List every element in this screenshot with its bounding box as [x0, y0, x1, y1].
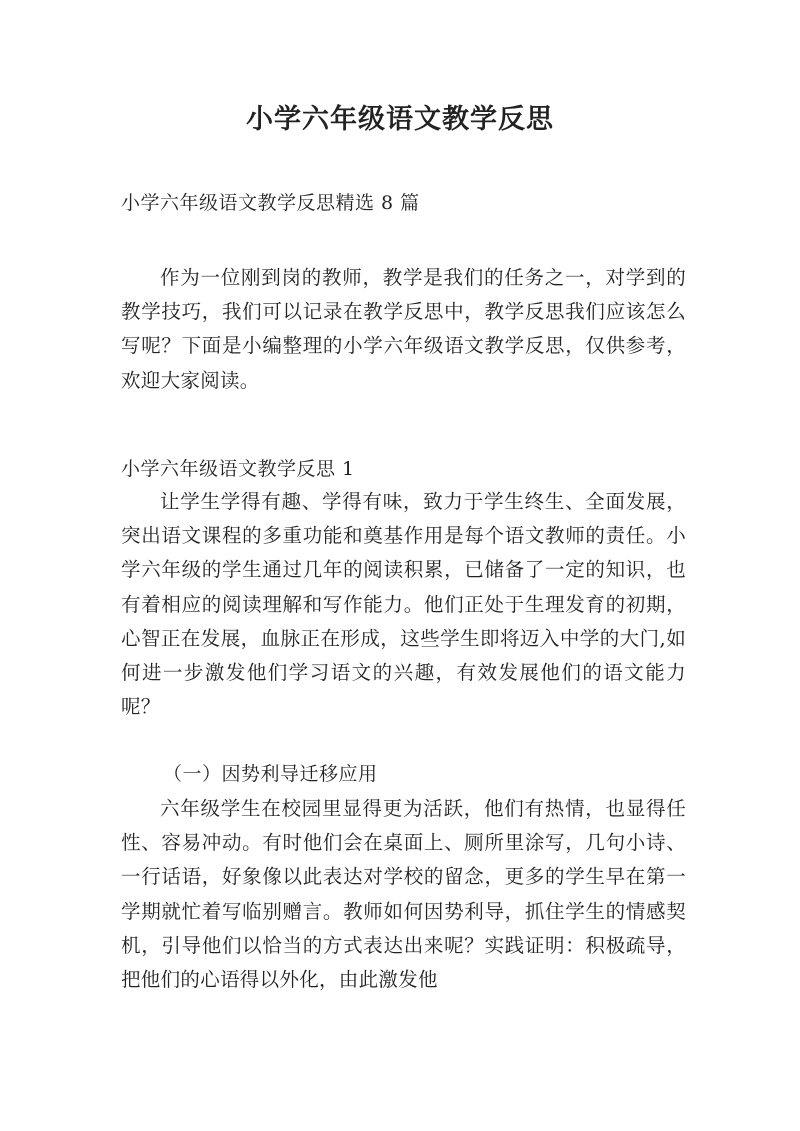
section-heading: 小学六年级语文教学反思 1 [121, 458, 355, 480]
intro-paragraph: 作为一位刚到岗的教师，教学是我们的任务之一，对学到的教学技巧，我们可以记录在教学反思中，教学反思我们应该怎么写呢？下面是小编整理的小学六年级语文教学反思，仅供参考，欢迎大家阅读。 [121, 266, 686, 392]
body-paragraph: 六年级学生在校园里显得更为活跃，他们有热情，也显得任性、容易冲动。有时他们会在桌面上、厕所里涂写，几句小诗、一行话语，好象像以此表达对学校的留念，更多的学生早在第一学期就忙着写临别赠言。教师如何因势利导，抓住学生的情感契机，引导他们以恰当的方式表达出来呢？实践证明：积极疏导，把他们的心语得以外化，由此激发他 [121, 797, 686, 992]
body-paragraph: 让学生学得有趣、学得有味，致力于学生终生、全面发展，突出语文课程的多重功能和奠基作用是每个语文教师的责任。小学六年级的学生通过几年的阅读积累，已储备了一定的知识，也有着相应的阅读理解和写作能力。他们正处于生理发育的初期，心智正在发展，血脉正在形成，这些学生即将迈入中学的大门,如何进一步激发他们学习语文的兴趣，有效发展他们的语文能力呢？ [121, 490, 686, 719]
document-subtitle: 小学六年级语文教学反思精选 8 篇 [121, 192, 420, 214]
document-title: 小学六年级语文教学反思 [246, 104, 554, 135]
subsection-heading: （一）因势利导迁移应用 [163, 763, 378, 785]
